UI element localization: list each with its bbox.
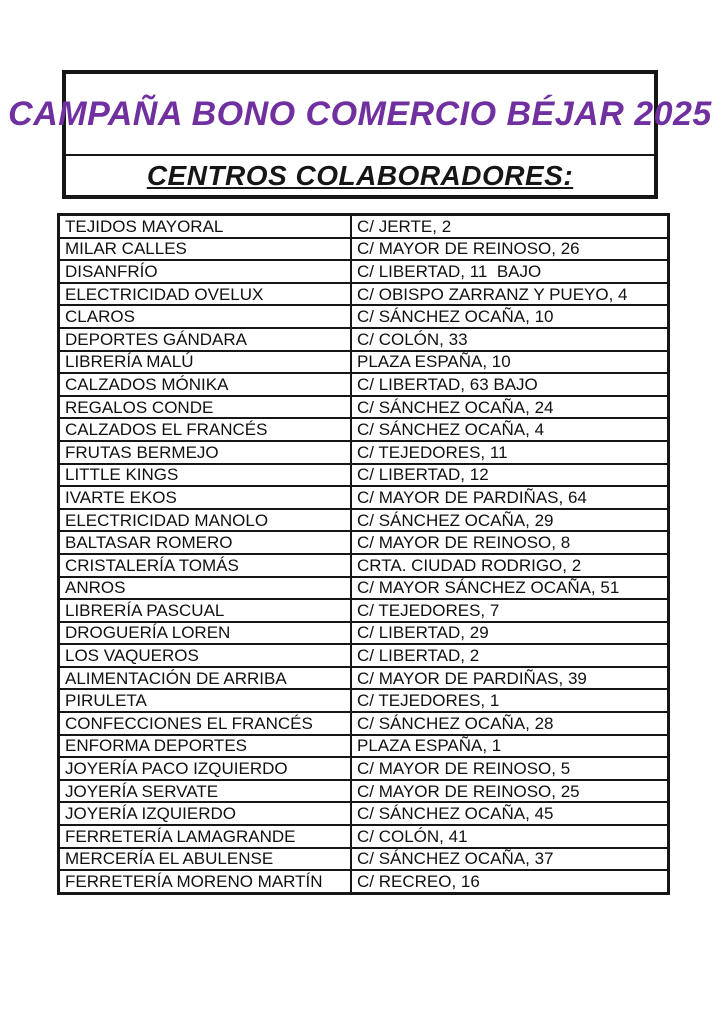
business-name: JOYERÍA PACO IZQUIERDO xyxy=(59,757,352,780)
table-row xyxy=(59,870,669,893)
business-address: C/ MAYOR SÁNCHEZ OCAÑA, 51 xyxy=(351,577,669,600)
business-name: CRISTALERÍA TOMÁS xyxy=(59,554,352,577)
business-address: C/ TEJEDORES, 11 xyxy=(351,441,669,464)
table-row xyxy=(59,215,669,238)
table-row xyxy=(59,441,669,464)
business-address: C/ MAYOR DE REINOSO, 26 xyxy=(351,238,669,261)
page-subtitle: CENTROS COLABORADORES: xyxy=(146,159,574,191)
business-name: CLAROS xyxy=(59,305,352,328)
table-row xyxy=(59,644,669,667)
table-row xyxy=(59,283,669,306)
business-address: C/ SÁNCHEZ OCAÑA, 29 xyxy=(351,509,669,532)
business-address: C/ SÁNCHEZ OCAÑA, 37 xyxy=(351,848,669,871)
business-name: LITTLE KINGS xyxy=(59,464,352,487)
business-name: LOS VAQUEROS xyxy=(59,644,352,667)
business-name: ALIMENTACIÓN DE ARRIBA xyxy=(59,667,352,690)
table-row xyxy=(59,735,669,758)
business-name: DISANFRÍO xyxy=(59,260,352,283)
business-address: C/ MAYOR DE REINOSO, 25 xyxy=(351,780,669,803)
business-name: FERRETERÍA LAMAGRANDE xyxy=(59,825,352,848)
business-name: FRUTAS BERMEJO xyxy=(59,441,352,464)
table-row xyxy=(59,554,669,577)
business-address: C/ JERTE, 2 xyxy=(351,215,669,238)
business-address: C/ COLÓN, 33 xyxy=(351,328,669,351)
business-name: LIBRERÍA MALÚ xyxy=(59,351,352,374)
business-address: CRTA. CIUDAD RODRIGO, 2 xyxy=(351,554,669,577)
business-address: C/ SÁNCHEZ OCAÑA, 4 xyxy=(351,418,669,441)
table-row xyxy=(59,305,669,328)
business-address: C/ LIBERTAD, 63 BAJO xyxy=(351,373,669,396)
business-name: MILAR CALLES xyxy=(59,238,352,261)
table-row xyxy=(59,260,669,283)
table-row xyxy=(59,780,669,803)
business-name: CONFECCIONES EL FRANCÉS xyxy=(59,712,352,735)
business-name: REGALOS CONDE xyxy=(59,396,352,419)
business-address: C/ MAYOR DE REINOSO, 5 xyxy=(351,757,669,780)
business-name: CALZADOS EL FRANCÉS xyxy=(59,418,352,441)
table-row xyxy=(59,418,669,441)
subtitle-cell xyxy=(66,156,654,195)
business-name: MERCERÍA EL ABULENSE xyxy=(59,848,352,871)
business-name: JOYERÍA SERVATE xyxy=(59,780,352,803)
business-name: DEPORTES GÁNDARA xyxy=(59,328,352,351)
business-address: C/ SÁNCHEZ OCAÑA, 10 xyxy=(351,305,669,328)
table-row xyxy=(59,599,669,622)
table-row xyxy=(59,622,669,645)
business-address: C/ SÁNCHEZ OCAÑA, 24 xyxy=(351,396,669,419)
business-name: ELECTRICIDAD MANOLO xyxy=(59,509,352,532)
business-address: PLAZA ESPAÑA, 10 xyxy=(351,351,669,374)
business-name: ELECTRICIDAD OVELUX xyxy=(59,283,352,306)
business-address: C/ COLÓN, 41 xyxy=(351,825,669,848)
business-address: C/ SÁNCHEZ OCAÑA, 45 xyxy=(351,802,669,825)
business-address: C/ OBISPO ZARRANZ Y PUEYO, 4 xyxy=(351,283,669,306)
table-row xyxy=(59,328,669,351)
business-name: BALTASAR ROMERO xyxy=(59,531,352,554)
business-address: C/ LIBERTAD, 2 xyxy=(351,644,669,667)
business-name: PIRULETA xyxy=(59,689,352,712)
table-row xyxy=(59,486,669,509)
business-address: C/ LIBERTAD, 11 BAJO xyxy=(351,260,669,283)
business-address: C/ RECREO, 16 xyxy=(351,870,669,893)
business-address: C/ TEJEDORES, 7 xyxy=(351,599,669,622)
table-row xyxy=(59,464,669,487)
table-row xyxy=(59,373,669,396)
business-name: TEJIDOS MAYORAL xyxy=(59,215,352,238)
page-title: CAMPAÑA BONO COMERCIO BÉJAR 2025 xyxy=(8,94,712,133)
table-row xyxy=(59,577,669,600)
business-address: C/ TEJEDORES, 1 xyxy=(351,689,669,712)
table-row xyxy=(59,351,669,374)
collaborators-table xyxy=(57,213,670,895)
header-box xyxy=(8,70,712,199)
business-address: C/ LIBERTAD, 12 xyxy=(351,464,669,487)
table-row xyxy=(59,802,669,825)
table-row xyxy=(59,825,669,848)
table-row xyxy=(59,667,669,690)
table-row xyxy=(59,531,669,554)
collaborators-table-body xyxy=(59,215,669,894)
table-row xyxy=(59,509,669,532)
business-address: C/ MAYOR DE PARDIÑAS, 39 xyxy=(351,667,669,690)
table-row xyxy=(59,712,669,735)
table-row xyxy=(59,757,669,780)
table-row xyxy=(59,238,669,261)
business-address: C/ MAYOR DE PARDIÑAS, 64 xyxy=(351,486,669,509)
business-address: C/ MAYOR DE REINOSO, 8 xyxy=(351,531,669,554)
table-row xyxy=(59,396,669,419)
business-address: C/ SÁNCHEZ OCAÑA, 28 xyxy=(351,712,669,735)
business-name: IVARTE EKOS xyxy=(59,486,352,509)
title-cell xyxy=(8,74,712,156)
business-name: ENFORMA DEPORTES xyxy=(59,735,352,758)
business-address: C/ LIBERTAD, 29 xyxy=(351,622,669,645)
business-name: ANROS xyxy=(59,577,352,600)
business-name: JOYERÍA IZQUIERDO xyxy=(59,802,352,825)
business-name: CALZADOS MÓNIKA xyxy=(59,373,352,396)
business-name: LIBRERÍA PASCUAL xyxy=(59,599,352,622)
table-row xyxy=(59,689,669,712)
business-name: DROGUERÍA LOREN xyxy=(59,622,352,645)
business-name: FERRETERÍA MORENO MARTÍN xyxy=(59,870,352,893)
table-row xyxy=(59,848,669,871)
business-address: PLAZA ESPAÑA, 1 xyxy=(351,735,669,758)
